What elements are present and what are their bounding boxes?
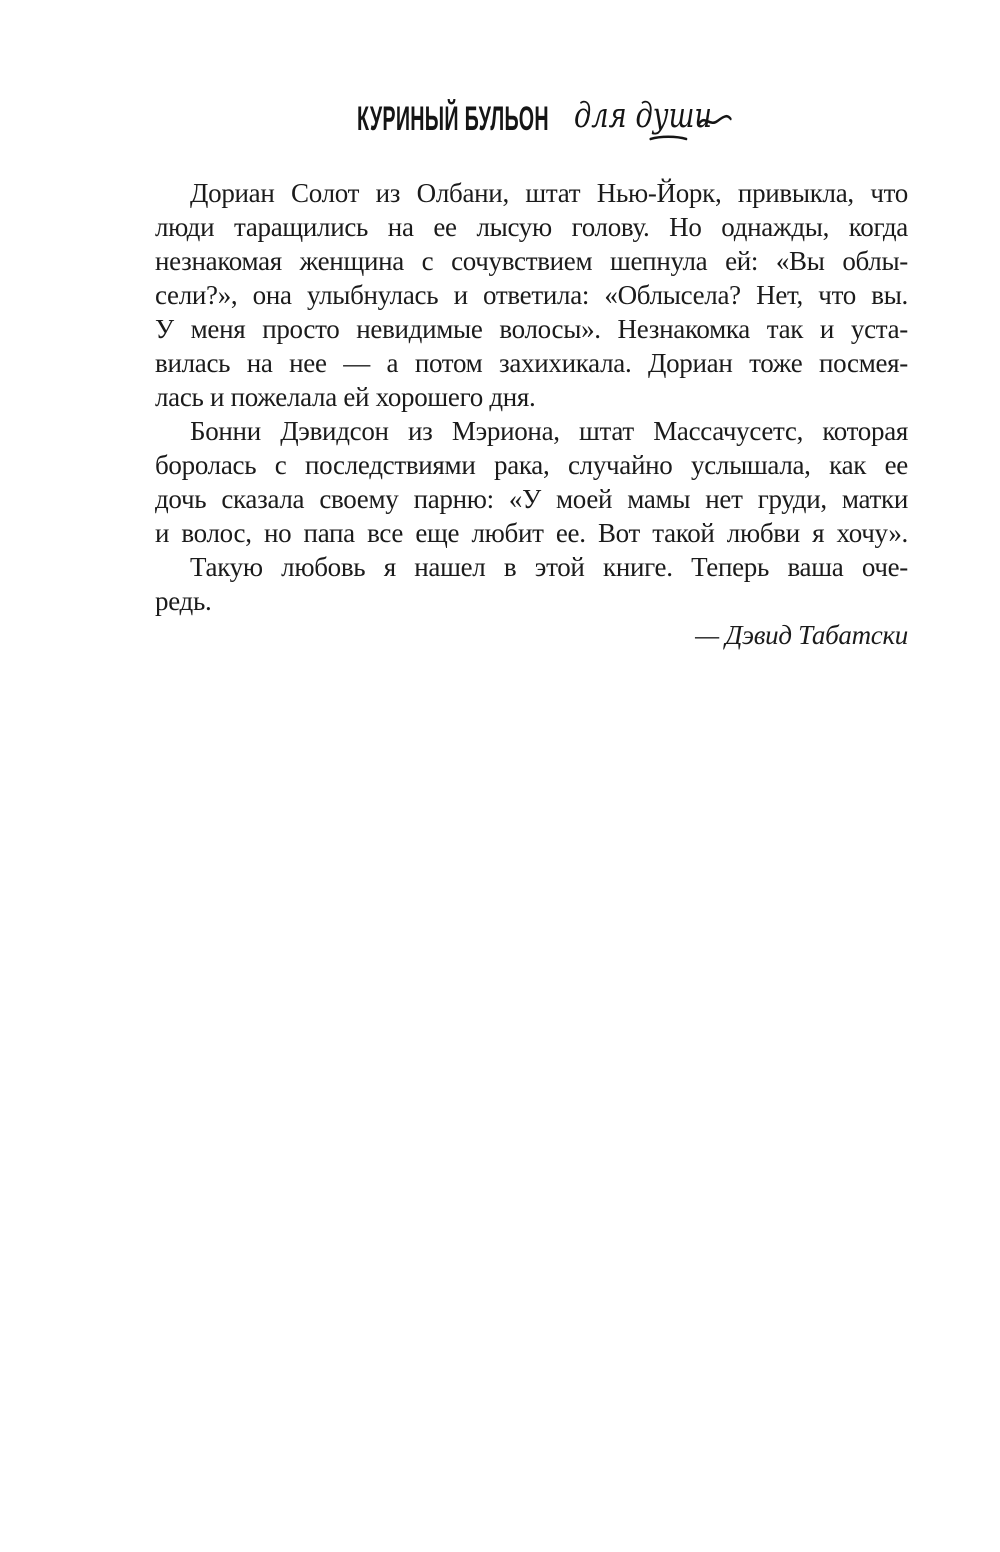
paragraph xyxy=(155,550,908,618)
text-line: сели?», она улыбнулась и ответила: «Облысела? Нет, что вы. xyxy=(155,280,908,310)
attribution-signature: — Дэвид Табатски xyxy=(695,620,908,650)
text-line: Дориан Солот из Олбани, штат Нью-Йорк, привыкла, что xyxy=(190,178,908,208)
series-title-script-text: для души xyxy=(574,96,713,136)
paragraphs-container xyxy=(155,176,908,618)
series-title-caps: КУРИНЫЙ БУЛЬОН xyxy=(357,100,549,138)
text-line: незнакомая женщина с сочувствием шепнула ей: «Вы облы- xyxy=(155,246,908,276)
text-line: Бонни Дэвидсон из Мэриона, штат Массачусетс, которая xyxy=(190,416,908,446)
text-line: вилась на нее — а потом захихикала. Дориан тоже посмея- xyxy=(155,348,908,378)
paragraph xyxy=(155,414,908,550)
body-text xyxy=(155,176,908,652)
text-line: дочь сказала своему парню: «У моей мамы нет груди, матки xyxy=(155,484,908,514)
text-line: лась и пожелала ей хорошего дня. xyxy=(155,382,536,412)
text-line: редь. xyxy=(155,586,212,616)
text-line: боролась с последствиями рака, случайно услышала, как ее xyxy=(155,450,908,480)
text-line: Такую любовь я нашел в этой книге. Теперь ваша оче- xyxy=(190,552,908,582)
paragraph xyxy=(155,176,908,414)
text-line: и волос, но папа все еще любит ее. Вот такой любви я хочу». xyxy=(155,518,908,548)
script-underline-icon xyxy=(649,134,688,142)
flourish-swash-icon xyxy=(699,112,732,130)
text-line: У меня просто невидимые волосы». Незнакомка так и уста- xyxy=(155,314,908,344)
text-line: люди таращились на ее лысую голову. Но однажды, когда xyxy=(155,212,908,242)
series-title-script xyxy=(574,96,712,136)
